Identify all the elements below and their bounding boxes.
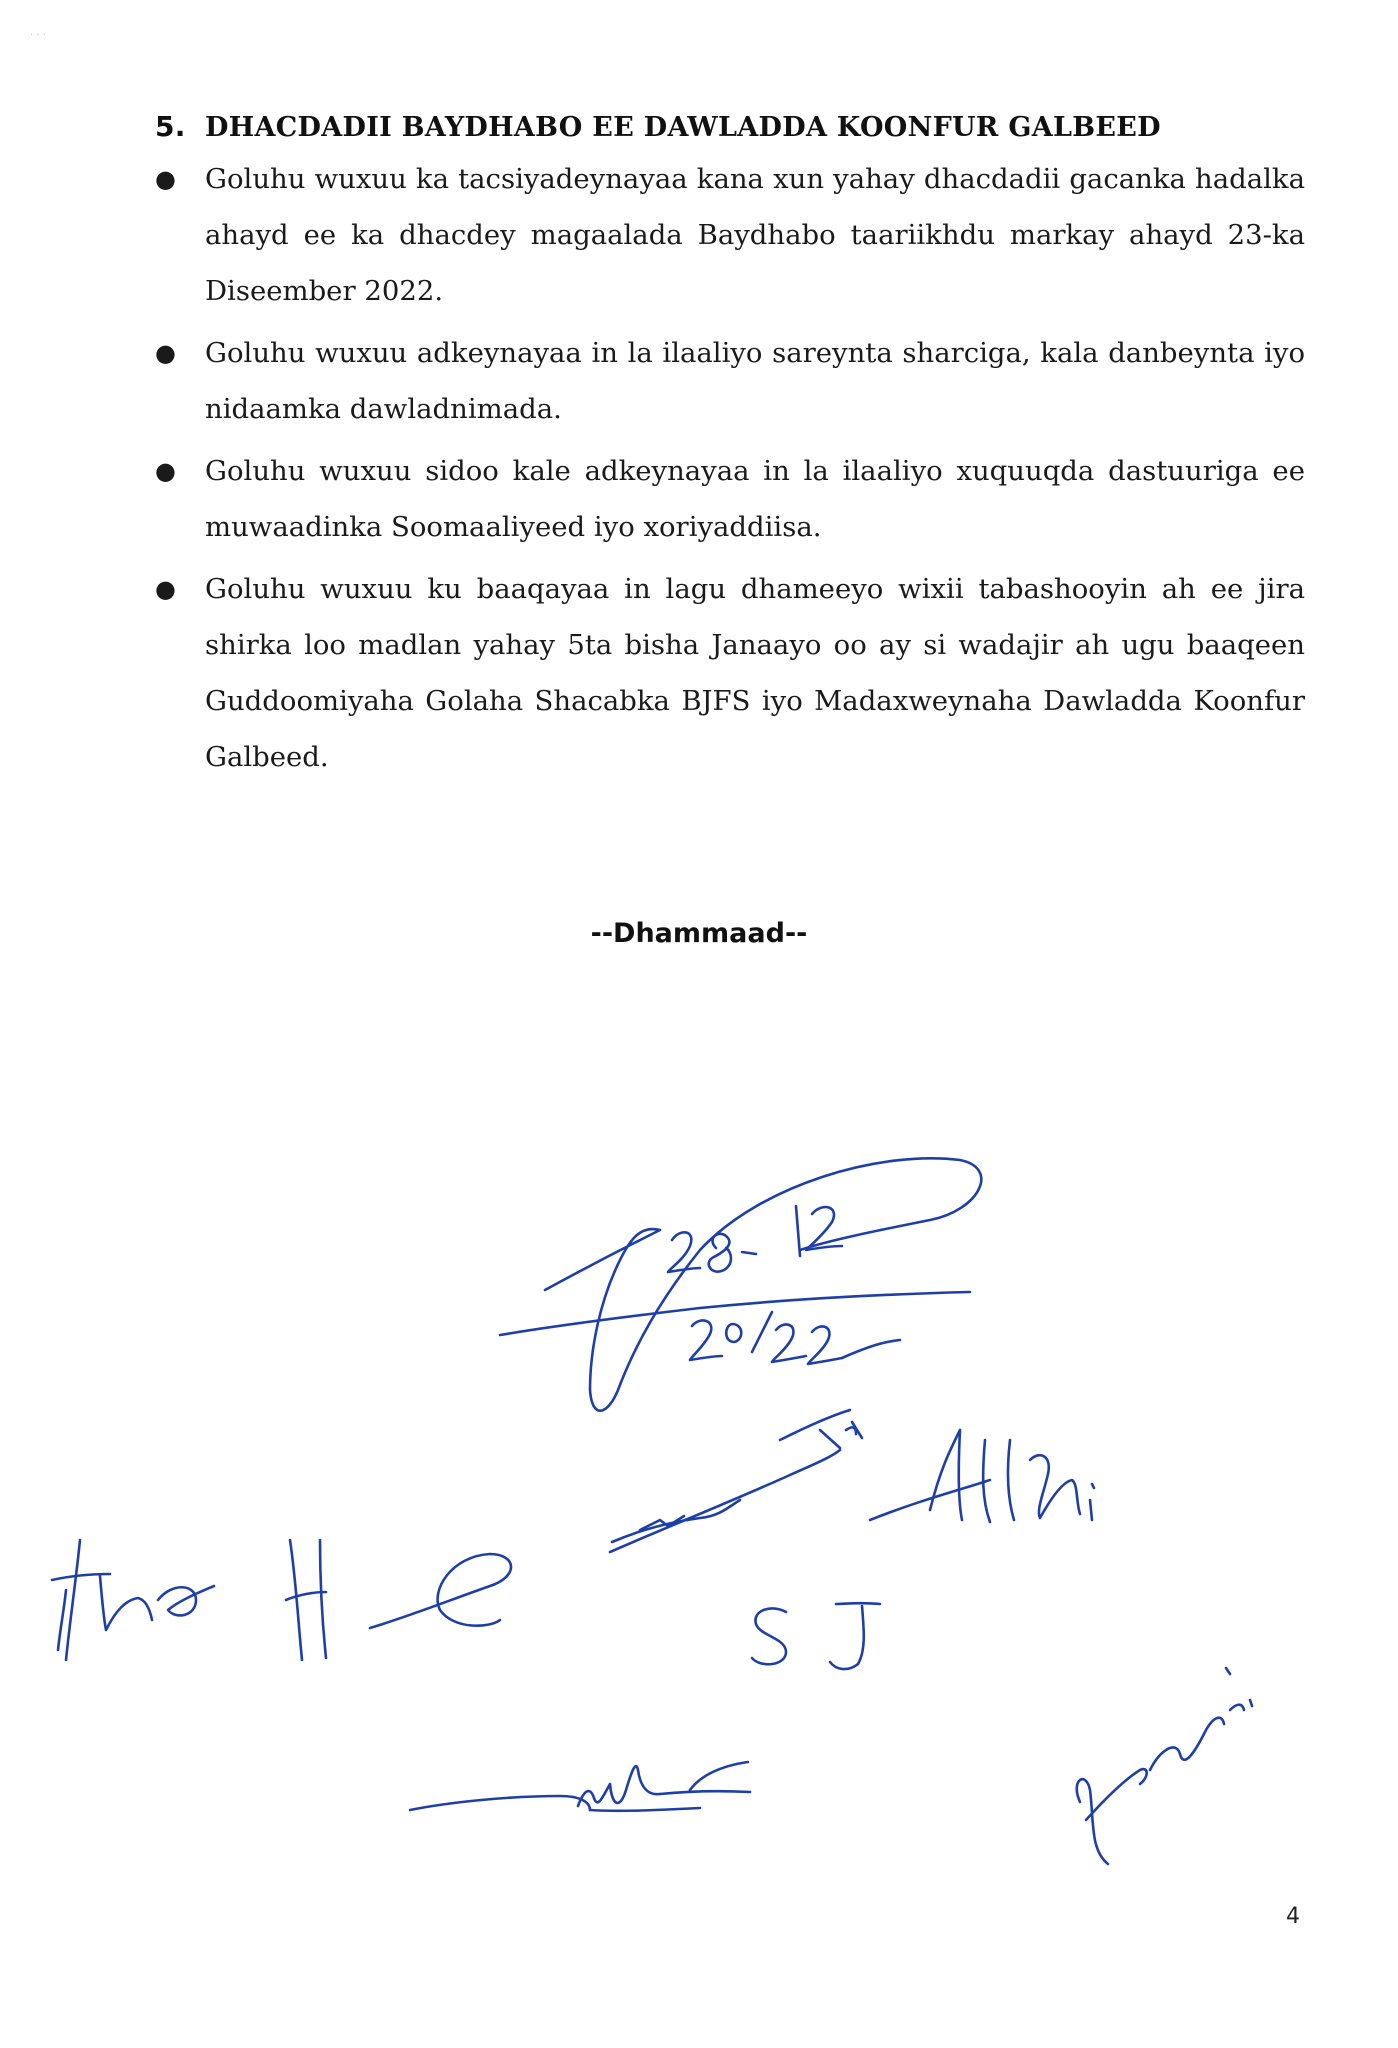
- list-item: [155, 151, 1305, 319]
- bullet-text: Goluhu wuxuu ka tacsiyadeynayaa kana xun yahay dhacdadii gacanka hadalka ahayd ee ka dhacdey magaalada Baydhabo taariikhdu markay ahayd 23-ka Diseember 2022.: [205, 163, 1305, 307]
- closing-mark: --Dhammaad--: [590, 918, 808, 949]
- signature-initials: [752, 1603, 880, 1669]
- bullet-icon: ●: [155, 339, 176, 367]
- scan-speck: · · ·: [30, 30, 46, 41]
- bullet-icon: ●: [155, 575, 176, 603]
- section-heading: [155, 110, 1305, 143]
- bullet-icon: ●: [155, 165, 176, 193]
- signature-stroke: [610, 1422, 862, 1552]
- signatures-area: [0, 1130, 1398, 1870]
- section-title: DHACDADII BAYDHABO EE DAWLADDA KOONFUR GALBEED: [205, 112, 1161, 143]
- signature-main: [500, 1158, 981, 1440]
- list-item: [155, 561, 1305, 785]
- signature-left: [52, 1540, 214, 1660]
- section-number: 5.: [155, 110, 186, 143]
- bullet-icon: ●: [155, 457, 176, 485]
- page-number: 4: [1286, 1904, 1300, 1929]
- list-item: [155, 443, 1305, 555]
- bullet-text: Goluhu wuxuu adkeynayaa in la ilaaliyo sareynta sharciga, kala danbeynta iyo nidaamka dawladnimada.: [205, 337, 1305, 425]
- bullet-text: Goluhu wuxuu sidoo kale adkeynayaa in la ilaaliyo xuquuqda dastuuriga ee muwaadinka Soomaaliyeed iyo xoriyaddiisa.: [205, 455, 1305, 543]
- section-5: [155, 110, 1305, 791]
- bullet-list: [155, 151, 1305, 785]
- bullet-text: Goluhu wuxuu ku baaqayaa in lagu dhameeyo wixii tabashooyin ah ee jira shirka loo madlan yahay 5ta bisha Janaayo oo ay si wadajir ah ugu baaqeen Guddoomiyaha Golaha Shacabka BJFS iyo Madaxweynaha Dawladda Koonfur Galbeed.: [205, 573, 1305, 773]
- signature-far-right: [1077, 1668, 1252, 1864]
- signature-bottom: [410, 1762, 750, 1811]
- signature-a: [286, 1540, 511, 1660]
- signature-right: [870, 1430, 1094, 1522]
- list-item: [155, 325, 1305, 437]
